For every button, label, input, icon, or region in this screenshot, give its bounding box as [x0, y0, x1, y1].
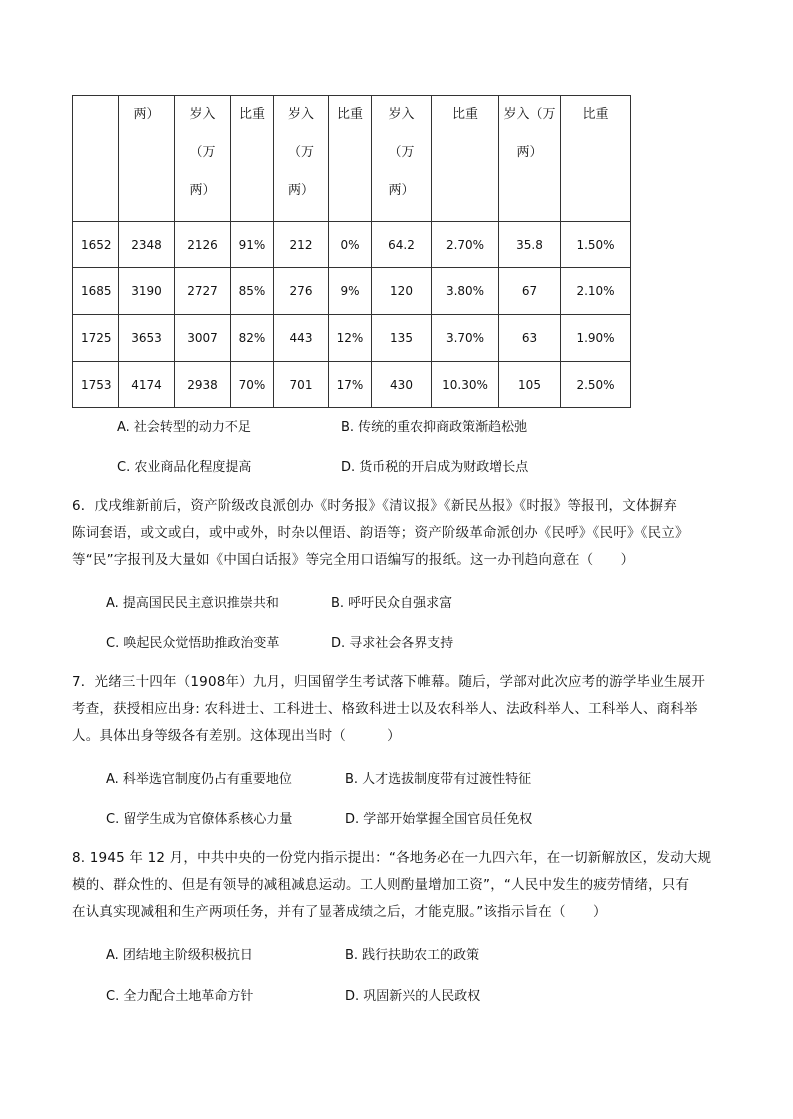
q6-option-d[interactable]: D. 寻求社会各界支持	[331, 636, 454, 651]
table-cell: 3.70%	[432, 315, 499, 362]
table-cell: 17%	[329, 362, 372, 408]
table-cell: 2938	[175, 362, 231, 408]
q6-option-a[interactable]: A. 提高国民民主意识推崇共和	[106, 596, 279, 611]
header-text: （万	[189, 145, 216, 160]
q5-option-a[interactable]: A. 社会转型的动力不足	[117, 420, 251, 435]
question-8-line: 模的、群众性的、但是有领导的减租减息运动。工人则酌量增加工资”，“人民中发生的疲劳情绪，只有	[72, 877, 690, 893]
table-cell: 701	[274, 362, 329, 408]
table-header-cell	[175, 96, 231, 222]
table-cell: 105	[499, 362, 561, 408]
table-cell: 2.50%	[561, 362, 631, 408]
q5-option-d[interactable]: D. 货币税的开启成为财政增长点	[341, 460, 529, 475]
table-cell: 91%	[231, 222, 274, 268]
table-cell: 4174	[119, 362, 175, 408]
table-cell: 3007	[175, 315, 231, 362]
table-header-cell	[561, 96, 631, 222]
header-text: 两）	[189, 183, 216, 198]
table-cell: 85%	[231, 268, 274, 315]
table-cell: 430	[372, 362, 432, 408]
q5-option-b[interactable]: B. 传统的重农抑商政策渐趋松弛	[341, 420, 528, 435]
table-cell: 2348	[119, 222, 175, 268]
table-cell: 64.2	[372, 222, 432, 268]
table-cell: 67	[499, 268, 561, 315]
question-8-line: 在认真实现减租和生产两项任务，并有了显著成绩之后，才能克服。”该指示旨在（ ）	[72, 904, 607, 920]
table-header-cell	[73, 96, 119, 222]
header-text: 岁入	[287, 107, 314, 122]
table-cell: 3190	[119, 268, 175, 315]
header-text: 两）	[133, 107, 160, 122]
header-text: （万	[287, 145, 314, 160]
question-6-line: 6．戊戌维新前后，资产阶级改良派创办《时务报》《清议报》《新民丛报》《时报》等报刊，文体摒弃	[72, 498, 678, 514]
table-header-cell	[432, 96, 499, 222]
year-cell: 1685	[73, 268, 119, 315]
table-cell: 10.30%	[432, 362, 499, 408]
table-cell: 2.70%	[432, 222, 499, 268]
year-cell: 1652	[73, 222, 119, 268]
table-cell: 135	[372, 315, 432, 362]
header-text: 比重	[336, 107, 363, 122]
table-cell: 120	[372, 268, 432, 315]
year-cell: 1753	[73, 362, 119, 408]
table-cell: 1.50%	[561, 222, 631, 268]
table-row	[73, 268, 631, 315]
table-cell: 2727	[175, 268, 231, 315]
header-text: 比重	[238, 107, 265, 122]
question-6-stem	[72, 493, 732, 574]
table-body	[73, 96, 631, 408]
header-text: 两）	[287, 183, 314, 198]
table-cell: 9%	[329, 268, 372, 315]
header-text: 比重	[451, 107, 478, 122]
question-8-stem	[72, 845, 732, 926]
table-header-cell	[119, 96, 175, 222]
table-header-cell	[499, 96, 561, 222]
question-6-line: 陈词套语，或文或白，或中或外，时杂以俚语、韵语等；资产阶级革命派创办《民呼》《民吁》《民立》	[72, 525, 689, 541]
q7-option-c[interactable]: C. 留学生成为官僚体系核心力量	[106, 812, 293, 827]
table-header-cell	[274, 96, 329, 222]
table-cell: 443	[274, 315, 329, 362]
header-text: 岁入	[388, 107, 415, 122]
table-row	[73, 315, 631, 362]
q7-option-b[interactable]: B. 人才选拔制度带有过渡性特征	[345, 772, 532, 787]
q8-option-d[interactable]: D. 巩固新兴的人民政权	[345, 989, 481, 1004]
table-cell: 2126	[175, 222, 231, 268]
table-cell: 2.10%	[561, 268, 631, 315]
question-7-line: 考查，获授相应出身: 农科进士、工科进士、格致科进士以及农科举人、法政科举人、工科举人、商科举	[72, 701, 698, 717]
q6-option-c[interactable]: C. 唤起民众觉悟助推政治变革	[106, 636, 280, 651]
table-header-cell	[329, 96, 372, 222]
question-6-line: 等“民”字报刊及大量如《中国白话报》等完全用口语编写的报纸。这一办刊趋向意在（ ）	[72, 552, 635, 568]
header-text: 岁入	[189, 107, 216, 122]
q8-option-c[interactable]: C. 全力配合土地革命方针	[106, 989, 254, 1004]
q7-option-a[interactable]: A. 科举选官制度仍占有重要地位	[106, 772, 292, 787]
table-cell: 1.90%	[561, 315, 631, 362]
table-cell: 212	[274, 222, 329, 268]
question-7-stem	[72, 669, 732, 750]
question-8-line: 8. 1945 年 12 月，中共中央的一份党内指示提出：“各地务必在一九四六年，在一切新解放区，发动大规	[72, 850, 712, 866]
table-cell: 3653	[119, 315, 175, 362]
year-cell: 1725	[73, 315, 119, 362]
header-text: 两）	[516, 145, 543, 160]
table-cell: 70%	[231, 362, 274, 408]
question-7-line: 人。具体出身等级各有差别。这体现出当时（ ）	[72, 728, 401, 744]
revenue-table	[72, 95, 631, 408]
table-cell: 3.80%	[432, 268, 499, 315]
q8-option-b[interactable]: B. 践行扶助农工的政策	[345, 948, 480, 963]
table-cell: 35.8	[499, 222, 561, 268]
table-cell: 82%	[231, 315, 274, 362]
table-header-cell	[372, 96, 432, 222]
header-text: 两）	[388, 183, 415, 198]
table-cell: 12%	[329, 315, 372, 362]
table-cell: 63	[499, 315, 561, 362]
question-7-line: 7．光绪三十四年（1908年）九月，归国留学生考试落下帷幕。随后，学部对此次应考的游学毕业生展开	[72, 674, 706, 690]
table-cell: 276	[274, 268, 329, 315]
table-header-cell	[231, 96, 274, 222]
header-text: 比重	[582, 107, 609, 122]
q7-option-d[interactable]: D. 学部开始掌握全国官员任免权	[345, 812, 533, 827]
table-cell: 0%	[329, 222, 372, 268]
header-text: （万	[388, 145, 415, 160]
table-row	[73, 362, 631, 408]
table-header-row	[73, 96, 631, 222]
q6-option-b[interactable]: B. 呼吁民众自强求富	[331, 596, 453, 611]
header-text: 岁入（万	[503, 107, 556, 122]
table-row	[73, 222, 631, 268]
q5-option-c[interactable]: C. 农业商品化程度提高	[117, 460, 252, 475]
q8-option-a[interactable]: A. 团结地主阶级积极抗日	[106, 948, 253, 963]
